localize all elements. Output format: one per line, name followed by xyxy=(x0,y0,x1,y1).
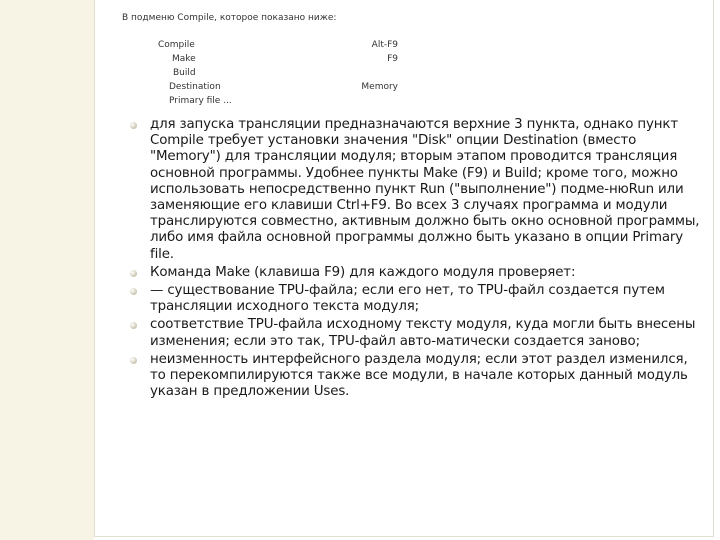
menu-item-destination: Destination xyxy=(169,82,221,92)
menu-key-compile: Alt-F9 xyxy=(371,40,398,50)
list-item xyxy=(130,352,700,401)
list-item xyxy=(130,117,700,263)
bullet-text: для запуска трансляции предназначаются верхние 3 пункта, однако пункт Compile требует установки значения "Disk" опции Destination (вместо "Memory") для трансляции модуля; вторым этапом проводится трансляция основной программы. Удобнее пункты Make (F9) и Build; кроме того, можно использовать непосредственно пункт Run ("выполнение") подме-нюRun или заменяющие его клавиши Ctrl+F9. Во всех 3 случаях программа и модули транслируются совместно, активным должно быть окно основной программы, либо имя файла основной программы должно быть указано в опции Primary file. xyxy=(150,117,700,262)
bullet-icon xyxy=(130,122,137,129)
menu-key-make: F9 xyxy=(387,54,398,64)
bullet-icon xyxy=(130,270,137,277)
bullet-text: Команда Make (клавиша F9) для каждого модуля проверяет: xyxy=(150,264,576,280)
menu-item-make: Make xyxy=(172,54,196,64)
list-item xyxy=(130,265,700,281)
bullet-icon xyxy=(130,322,137,329)
intro-text: В подменю Compile, которое показано ниже: xyxy=(122,13,337,23)
menu-item-primary-file: Primary file ... xyxy=(169,96,232,106)
bullet-text: неизменность интерфейсного раздела модуля; если этот раздел изменился, то перекомпилируются также все модули, в начале которых данный модуль указан в предложении Uses. xyxy=(150,351,688,400)
menu-item-build: Build xyxy=(173,68,196,78)
menu-item-compile: Compile xyxy=(158,40,195,50)
left-decorative-band xyxy=(0,0,94,540)
bullet-icon xyxy=(130,288,137,295)
list-item xyxy=(130,317,700,349)
bullet-icon xyxy=(130,357,137,364)
bullet-list xyxy=(130,117,700,400)
list-item xyxy=(130,283,700,315)
bullet-text: — существование TPU-файла; если его нет, то TPU-файл создается путем трансляции исходного текста модуля; xyxy=(150,283,665,315)
menu-key-destination: Memory xyxy=(361,82,398,92)
bullet-text: соответствие TPU-файла исходному тексту модуля, куда могли быть внесены изменения; если это так, TPU-файл авто-матически создается заново; xyxy=(150,317,696,349)
